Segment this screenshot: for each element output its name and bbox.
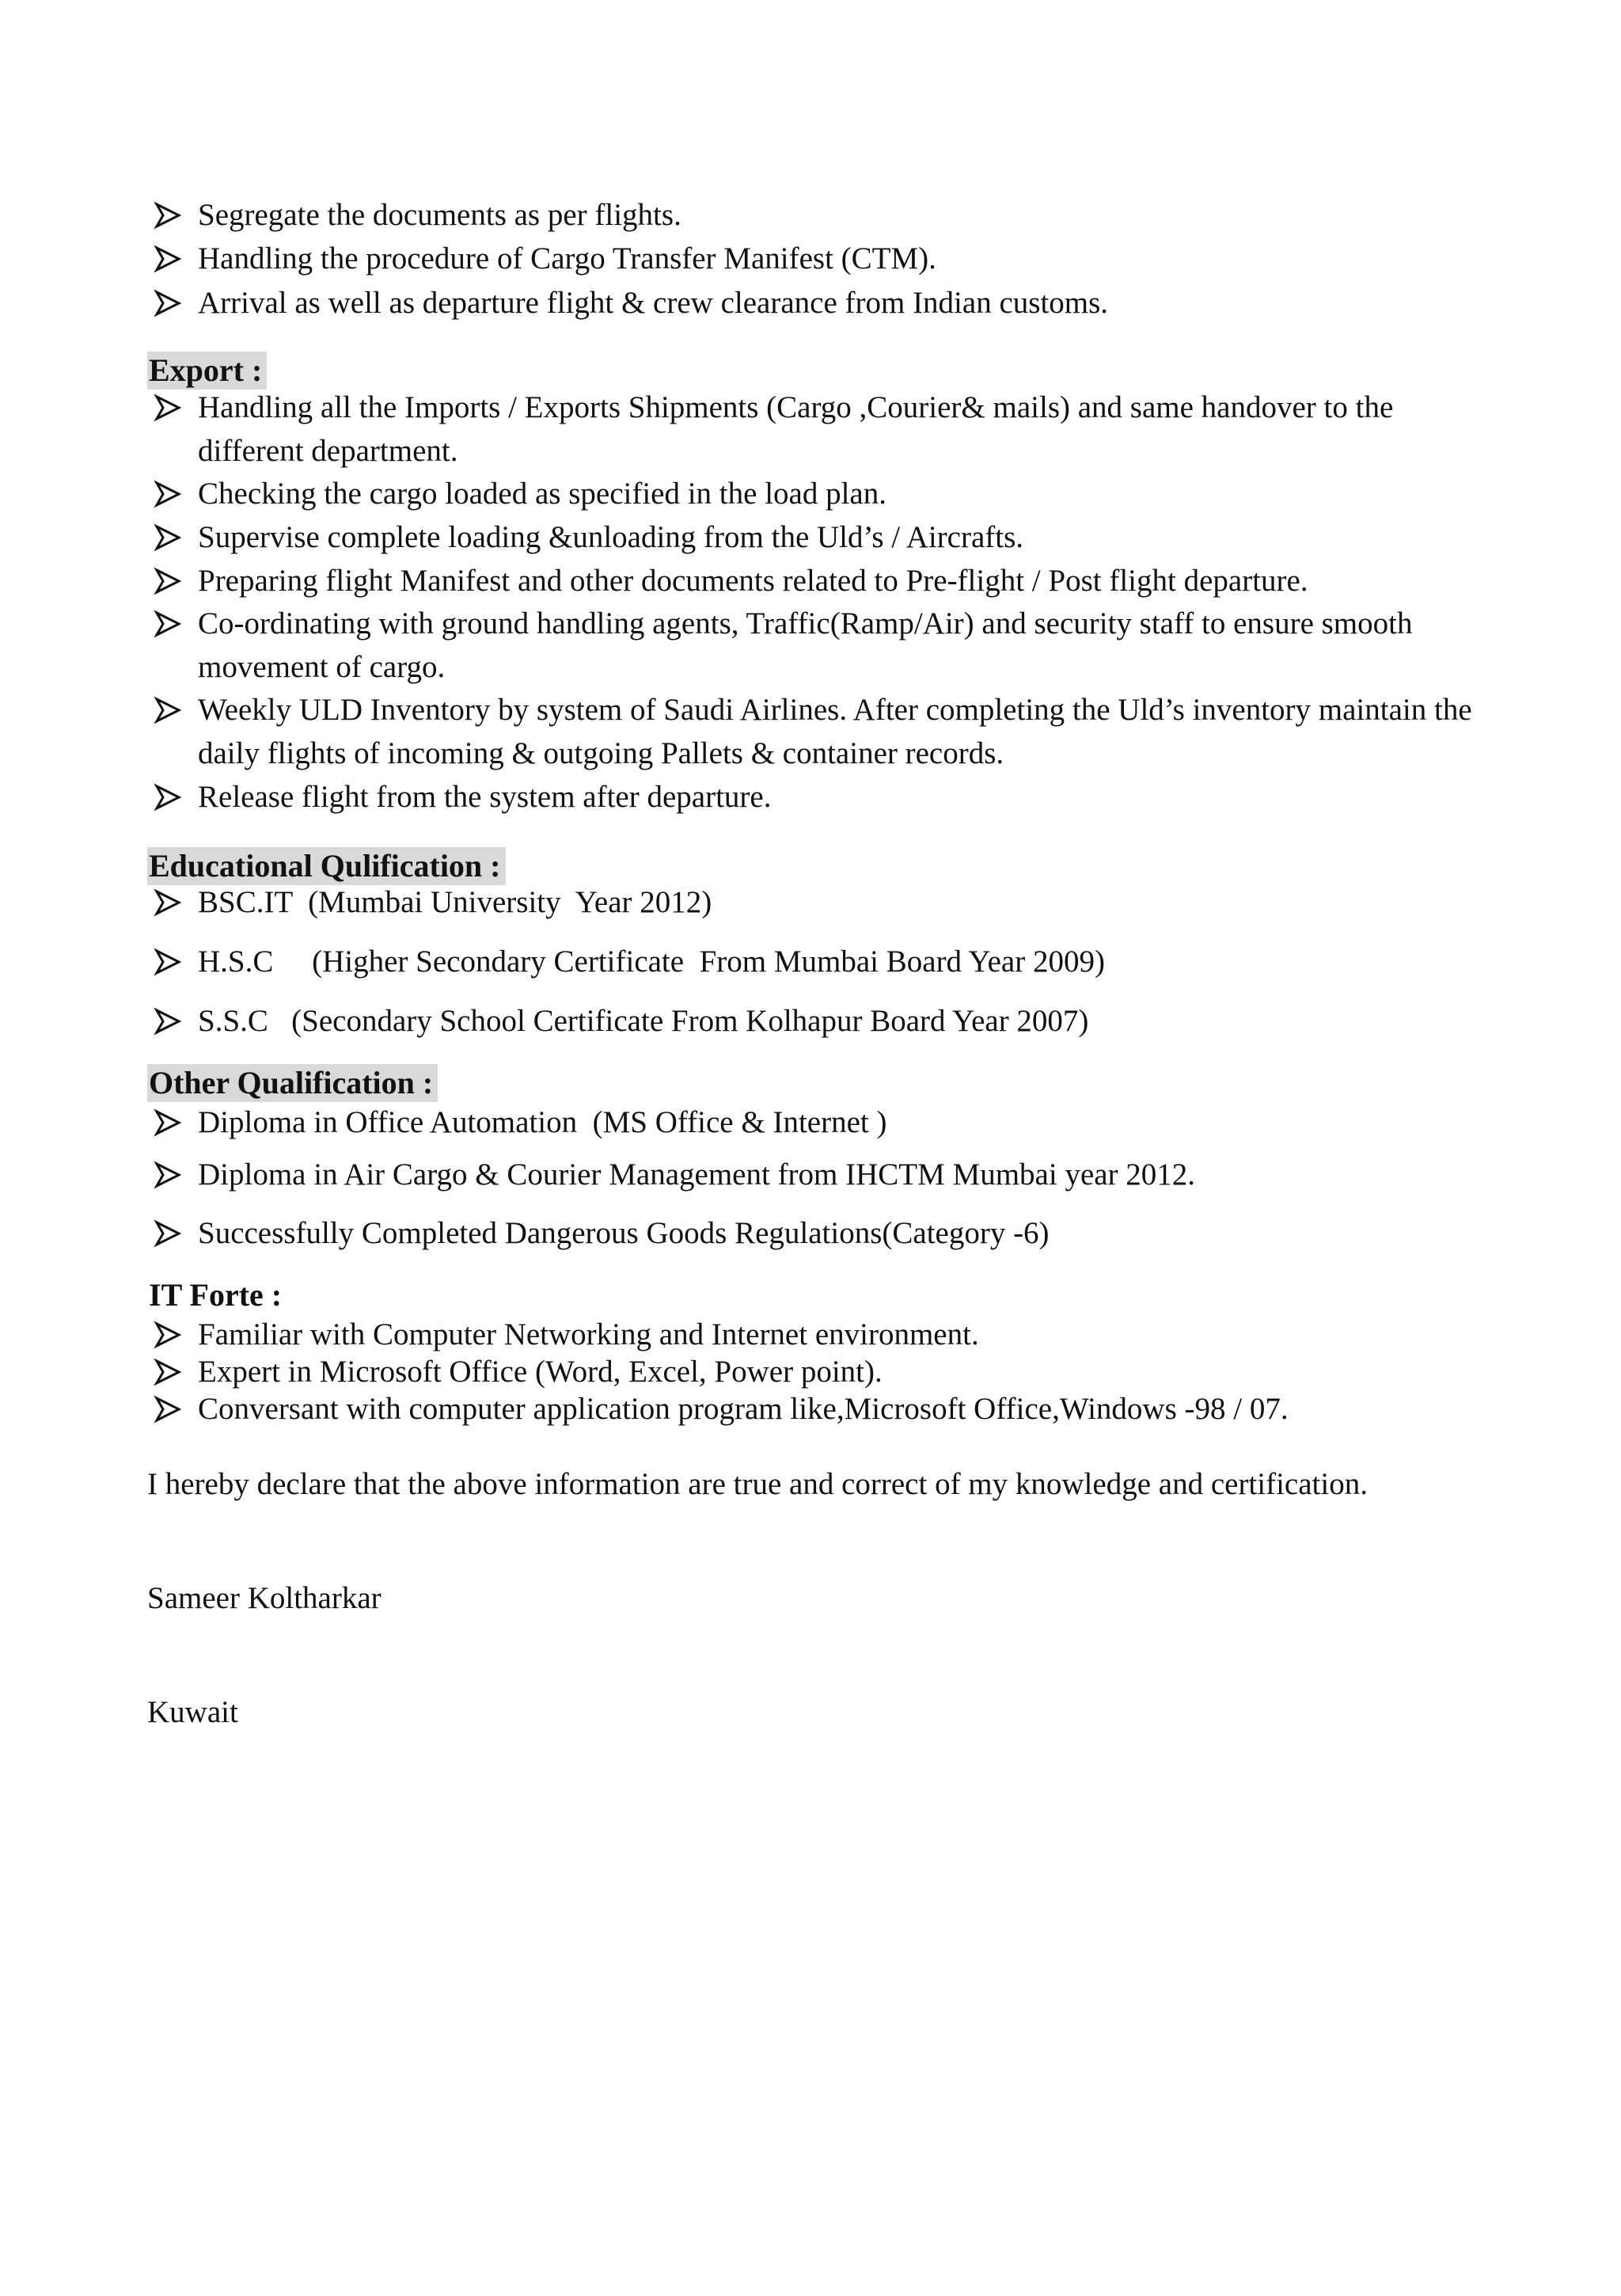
arrow-bullet-icon xyxy=(154,948,182,976)
section-heading-other-qualification: Other Qualification : xyxy=(147,1064,438,1102)
list-item-text: Release flight from the system after departure. xyxy=(198,780,772,814)
arrow-bullet-icon xyxy=(154,1358,182,1386)
list-item-text: H.S.C (Higher Secondary Certificate From Mumbai Board Year 2009) xyxy=(198,945,1105,979)
list-item xyxy=(198,237,1504,280)
list-item-text: Checking the cargo loaded as specified in the load plan. xyxy=(198,477,886,511)
list-item-text: Conversant with computer application program like,Microsoft Office,Windows -98 / 07. xyxy=(198,1392,1289,1426)
list-item-text: Handling the procedure of Cargo Transfer Manifest (CTM). xyxy=(198,241,936,276)
list-item-text: Handling all the Imports / Exports Shipments (Cargo ,Courier& mails) and same handover to the different department. xyxy=(198,390,1394,468)
arrow-bullet-icon xyxy=(154,1161,182,1189)
arrow-bullet-icon xyxy=(154,888,182,917)
arrow-bullet-icon xyxy=(154,523,182,552)
list-item xyxy=(198,940,1504,983)
arrow-bullet-icon xyxy=(154,696,182,724)
list-item xyxy=(198,602,1496,689)
list-item-text: Expert in Microsoft Office (Word, Excel, Power point). xyxy=(198,1355,883,1389)
list-item-text: Co-ordinating with ground handling agents, Traffic(Ramp/Air) and security staff to ensure smooth movement of cargo. xyxy=(198,606,1413,684)
list-item-text: Segregate the documents as per flights. xyxy=(198,198,681,232)
arrow-bullet-icon xyxy=(154,1395,182,1424)
list-item xyxy=(198,1100,1504,1144)
arrow-bullet-icon xyxy=(154,1219,182,1248)
list-item xyxy=(198,1387,1504,1431)
list-item-text: S.S.C (Secondary School Certificate From Kolhapur Board Year 2007) xyxy=(198,1004,1089,1038)
arrow-bullet-icon xyxy=(154,1007,182,1036)
list-item xyxy=(198,281,1504,325)
signature-place: Kuwait xyxy=(147,1695,238,1729)
list-item-text: BSC.IT (Mumbai University Year 2012) xyxy=(198,885,712,919)
list-item xyxy=(198,999,1504,1043)
arrow-bullet-icon xyxy=(154,1108,182,1137)
list-item-text: Weekly ULD Inventory by system of Saudi Airlines. After completing the Uld’s inventory maintain the daily flights of incoming & outgoing Pallets & container records. xyxy=(198,693,1472,770)
arrow-bullet-icon xyxy=(154,393,182,422)
list-item xyxy=(198,1211,1504,1255)
list-item xyxy=(198,472,1504,515)
list-item xyxy=(198,193,1504,237)
arrow-bullet-icon xyxy=(154,245,182,273)
list-item xyxy=(198,559,1504,603)
list-item-text: Familiar with Computer Networking and Internet environment. xyxy=(198,1317,979,1351)
section-heading-it-forte: IT Forte : xyxy=(149,1277,283,1313)
list-item-text: Arrival as well as departure flight & crew clearance from Indian customs. xyxy=(198,286,1109,320)
arrow-bullet-icon xyxy=(154,1321,182,1349)
list-item-text: Successfully Completed Dangerous Goods Regulations(Category -6) xyxy=(198,1216,1050,1250)
arrow-bullet-icon xyxy=(154,610,182,638)
list-item-text: Preparing flight Manifest and other documents related to Pre-flight / Post flight departure. xyxy=(198,564,1308,598)
arrow-bullet-icon xyxy=(154,783,182,812)
list-item xyxy=(198,515,1504,559)
list-item xyxy=(198,775,1504,819)
section-heading-education: Educational Qulification : xyxy=(147,847,506,885)
arrow-bullet-icon xyxy=(154,201,182,230)
declaration-text: I hereby declare that the above information are true and correct of my knowledge and certification. xyxy=(147,1467,1368,1501)
arrow-bullet-icon xyxy=(154,567,182,595)
section-heading-export: Export : xyxy=(147,352,267,390)
list-item xyxy=(198,386,1496,473)
list-item-text: Diploma in Office Automation (MS Office & Internet ) xyxy=(198,1105,887,1139)
list-item-text: Diploma in Air Cargo & Courier Management from IHCTM Mumbai year 2012. xyxy=(198,1158,1196,1192)
signature-name: Sameer Koltharkar xyxy=(147,1581,382,1615)
list-item xyxy=(198,688,1496,775)
list-item-text: Supervise complete loading &unloading from the Uld’s / Aircrafts. xyxy=(198,520,1024,554)
arrow-bullet-icon xyxy=(154,289,182,317)
list-item xyxy=(198,1153,1504,1196)
arrow-bullet-icon xyxy=(154,480,182,508)
list-item xyxy=(198,880,1504,924)
